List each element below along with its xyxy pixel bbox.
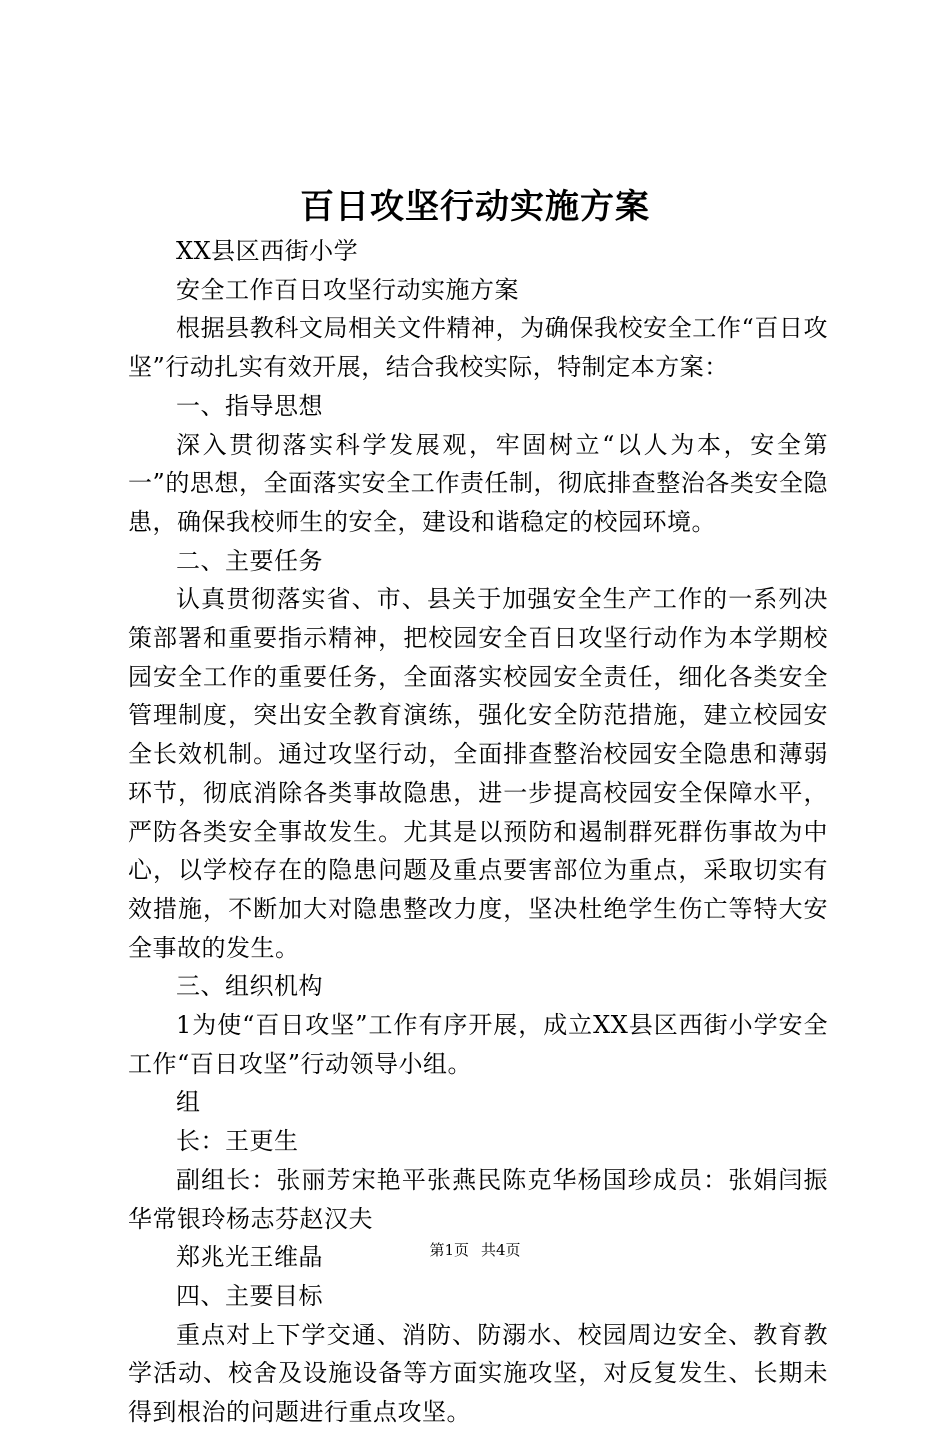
paragraph: 郑兆光王维晶: [176, 1243, 323, 1272]
paragraph: 认真贯彻落实省、市、县关于加强安全生产工作的一系列决策部署和重要指示精神，把校园安全百日攻坚行动作为本学期校园安全工作的重要任务，全面落实校园安全责任，细化各类安全管理制度，突出安全教育演练，强化安全防范措施，建立校园安全长效机制。通过攻坚行动，全面排查整治校园安全隐患和薄弱环节，彻底消除各类事故隐患，进一步提高校园安全保障水平，严防各类安全事故发生。尤其是以预防和遏制群死群伤事故为中心，以学校存在的隐患问题及重点要害部位为重点，采取切实有效措施，不断加大对隐患整改力度，坚决杜绝学生伤亡等特大安全事故的发生。: [128, 585, 828, 962]
page-total: 共4页: [481, 1241, 521, 1259]
section-heading: 四、主要目标: [176, 1281, 323, 1310]
document-title: 百日攻坚行动实施方案: [300, 187, 650, 227]
paragraph: XX县区西街小学: [176, 237, 359, 265]
paragraph: 组: [176, 1088, 201, 1117]
section-heading: 一、指导思想: [176, 391, 323, 420]
paragraph: 1为使“百日攻坚”工作有序开展，成立XX县区西街小学安全工作“百日攻坚”行动领导小组。: [128, 1011, 828, 1078]
paragraph: 深入贯彻落实科学发展观，牢固树立“以人为本，安全第一”的思想，全面落实安全工作责任制，彻底排查整治各类安全隐患，确保我校师生的安全，建设和谐稳定的校园环境。: [128, 430, 828, 536]
paragraph: 副组长：张丽芳宋艳平张燕民陈克华杨国珍成员：张娟闫振华常银玲杨志芬赵汉夫: [128, 1165, 828, 1233]
page-number: 第1页: [429, 1241, 469, 1259]
paragraph: 根据县教科文局相关文件精神，为确保我校安全工作“百日攻坚”行动扎实有效开展，结合我校实际，特制定本方案：: [128, 314, 828, 382]
section-heading: 二、主要任务: [176, 546, 323, 575]
paragraph: 长：王更生: [176, 1127, 299, 1156]
paragraph: 重点对上下学交通、消防、防溺水、校园周边安全、教育教学活动、校舍及设施设备等方面实施攻坚，对反复发生、长期未得到根治的问题进行重点攻坚。: [128, 1320, 828, 1427]
section-heading: 三、组织机构: [176, 972, 323, 1001]
page-footer: [0, 1240, 950, 1260]
paragraph: 安全工作百日攻坚行动实施方案: [176, 275, 519, 304]
